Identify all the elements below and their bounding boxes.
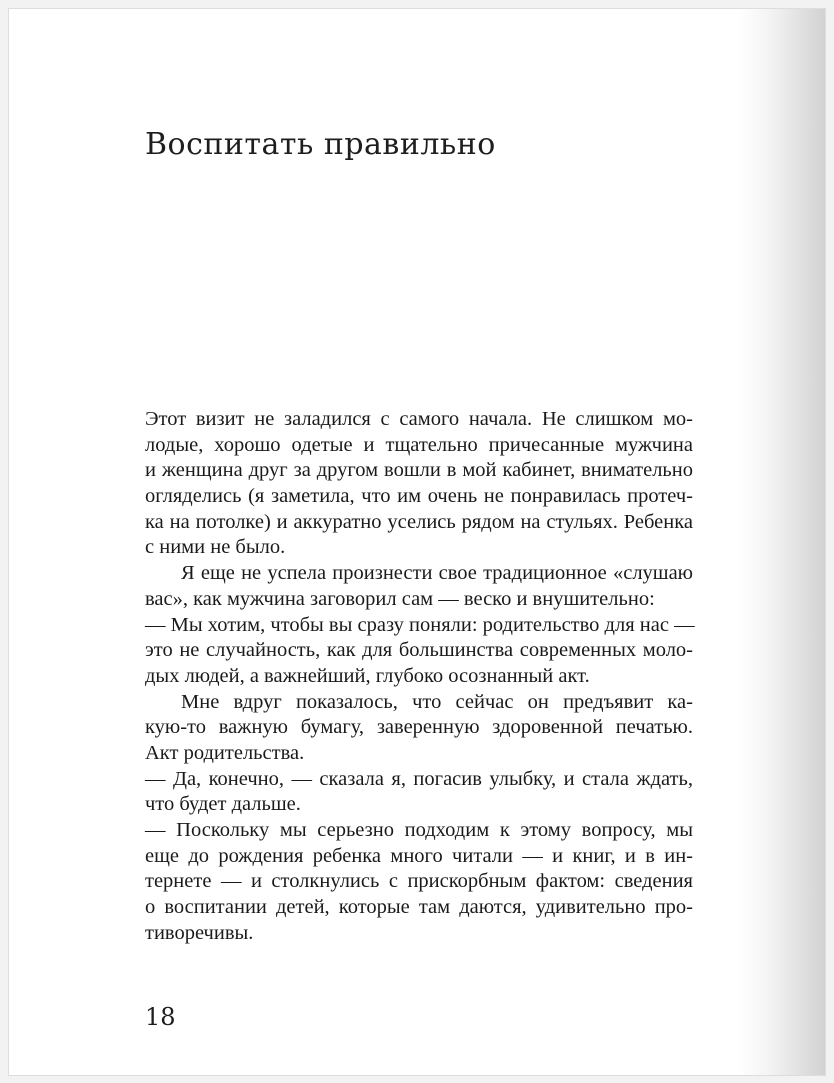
text-line: Я еще не успела произнести свое традиционное «слушаю xyxy=(181,562,693,585)
text-line: — Мы хотим, чтобы вы сразу поняли: родительство для нас — xyxy=(145,613,695,636)
text-line: вас», как мужчина заговорил сам — веско и внушительно: xyxy=(145,587,655,610)
text-line: Мне вдруг показалось, что сейчас он предъявит ка- xyxy=(181,690,693,713)
text-line: и женщина друг за другом вошли в мой кабинет, внимательно xyxy=(145,459,693,482)
text-line: это не случайность, как для большинства современных моло- xyxy=(145,639,693,662)
text-line: ка на потолке) и аккуратно уселись рядом на стульях. Ребенка xyxy=(145,510,693,533)
text-line: Этот визит не заладился с самого начала. Не слишком мо- xyxy=(145,408,693,430)
page-number: 18 xyxy=(145,1003,176,1031)
chapter-body-text xyxy=(145,407,693,946)
text-line: — Да, конечно, — сказала я, погасив улыбку, и стала ждать, xyxy=(145,767,693,790)
text-line: тиворечивы. xyxy=(145,921,254,944)
text-line: что будет дальше. xyxy=(145,793,301,816)
text-line: тернете — и столкнулись с прискорбным фактом: сведения xyxy=(145,870,693,893)
text-line: кую-то важную бумагу, заверенную здоровенной печатью. xyxy=(145,716,693,739)
chapter-title: Воспитать правильно xyxy=(145,127,496,162)
text-line: — Поскольку мы серьезно подходим к этому вопросу, мы xyxy=(145,819,693,841)
text-line: о воспитании детей, которые там даются, удивительно про- xyxy=(145,896,693,919)
text-line: дых людей, а важнейший, глубоко осознанный акт. xyxy=(145,664,590,687)
text-line: Акт родительства. xyxy=(145,741,305,764)
text-line: с ними не было. xyxy=(145,536,286,559)
book-page xyxy=(8,8,826,1076)
text-line: еще до рождения ребенка много читали — и книг, и в ин- xyxy=(145,844,693,867)
text-line: огляделись (я заметила, что им очень не понравилась протеч- xyxy=(145,485,693,508)
text-line: лодые, хорошо одетые и тщательно причесанные мужчина xyxy=(145,433,693,456)
